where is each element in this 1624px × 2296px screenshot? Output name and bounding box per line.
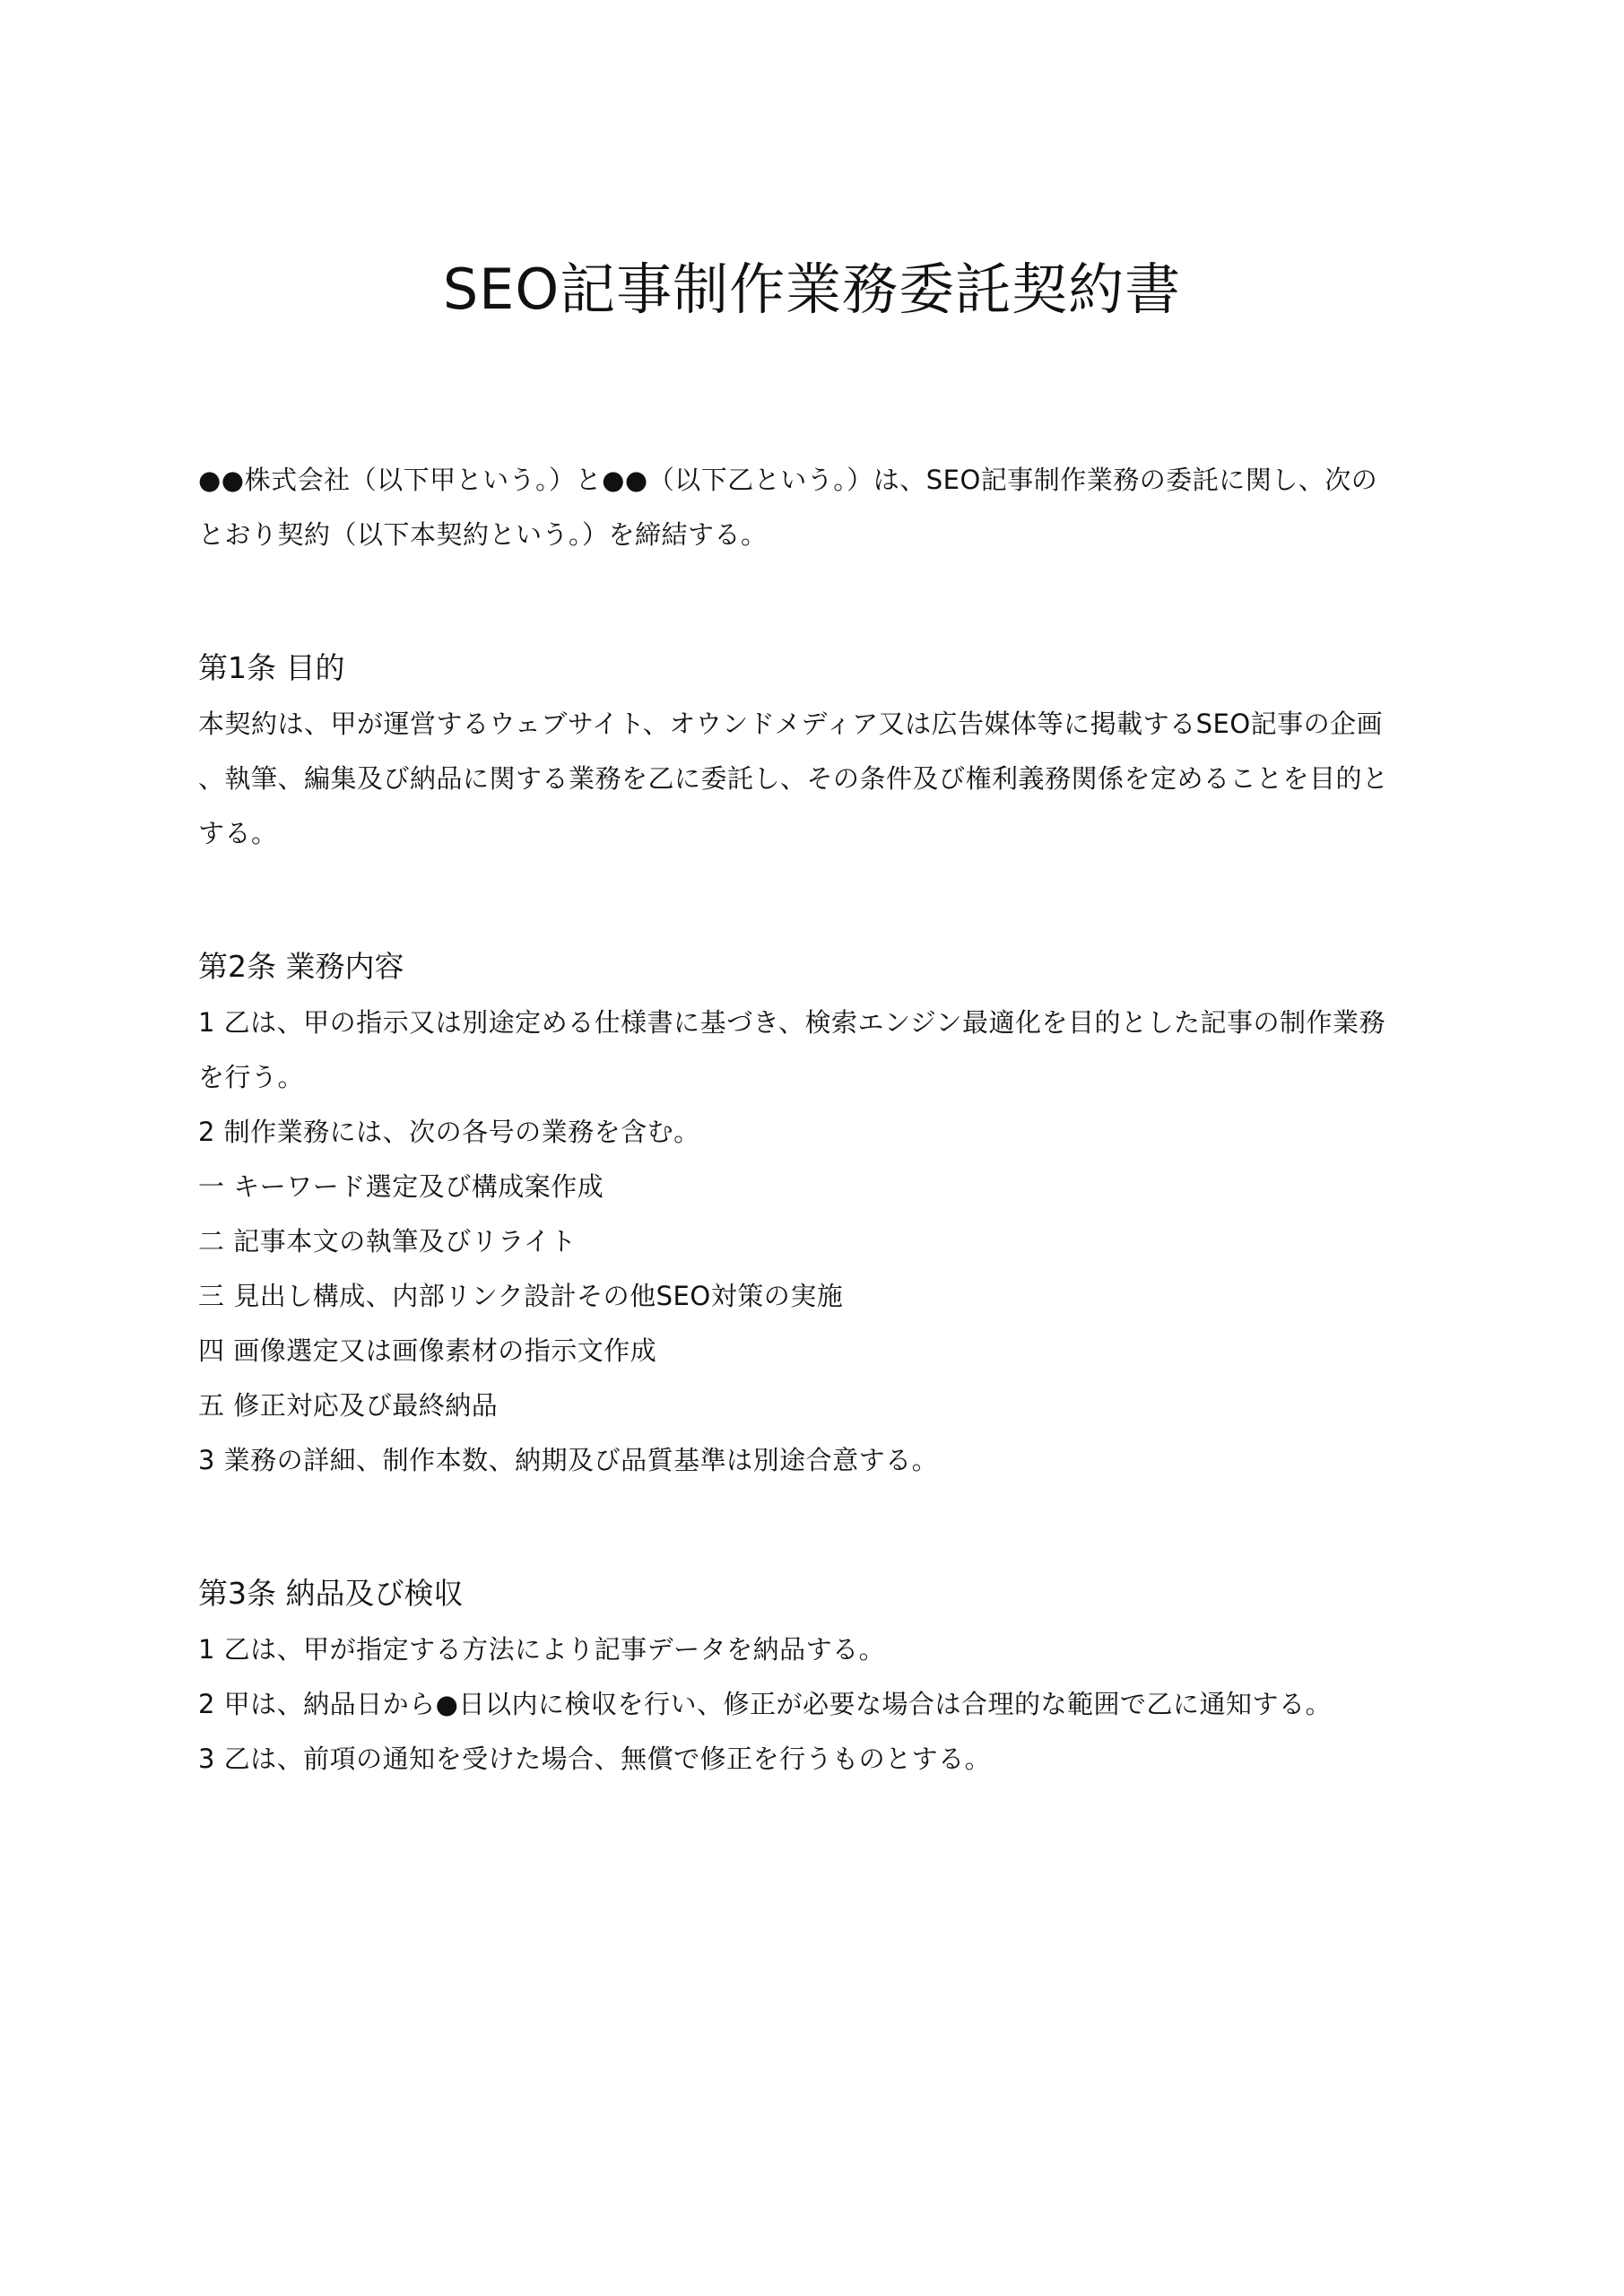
document-body [198,453,1445,1787]
article-2 [198,944,1445,1488]
article-1 [198,645,1445,861]
article-line: 2 甲は、納品日から●日以内に検収を行い、修正が必要な場合は合理的な範囲で乙に通知する。 [198,1689,1332,1719]
article-line: 一 キーワード選定及び構成案作成 [198,1171,604,1202]
article-line: 本契約は、甲が運営するウェブサイト、オウンドメディア又は広告媒体等に掲載するSEO記事の企画 [198,709,1384,739]
article-heading: 第1条 目的 [198,650,345,685]
article-heading: 第3条 納品及び検収 [198,1576,464,1611]
article-line: する。 [198,818,278,848]
document-title: SEO記事制作業務委託契約書 [442,257,1182,322]
article-line: を行う。 [198,1062,305,1092]
article-line: 、執筆、編集及び納品に関する業務を乙に委託し、その条件及び権利義務関係を定めることを目的と [198,763,1389,794]
intro-line: ●●株式会社（以下甲という。）と●●（以下乙という。）は、SEO記事制作業務の委託に関し、次の [198,465,1378,495]
article-line: 3 業務の詳細、制作本数、納期及び品質基準は別途合意する。 [198,1445,939,1475]
article-line: 1 乙は、甲が指定する方法により記事データを納品する。 [198,1634,886,1665]
article-heading: 第2条 業務内容 [198,949,404,984]
article-line: 二 記事本文の執筆及びリライト [198,1226,577,1257]
article-line: 1 乙は、甲の指示又は別途定める仕様書に基づき、検索エンジン最適化を目的とした記事の制作業務 [198,1007,1386,1038]
article-line: 3 乙は、前項の通知を受けた場合、無償で修正を行うものとする。 [198,1744,992,1774]
article-line: 四 画像選定又は画像素材の指示文作成 [198,1335,657,1366]
intro-paragraph [198,453,1445,562]
article-line: 2 制作業務には、次の各号の業務を含む。 [198,1117,700,1147]
article-line: 五 修正対応及び最終納品 [198,1390,499,1421]
article-3 [198,1570,1445,1787]
article-line: 三 見出し構成、内部リンク設計その他SEO対策の実施 [198,1281,844,1311]
intro-line: とおり契約（以下本契約という。）を締結する。 [198,519,768,550]
